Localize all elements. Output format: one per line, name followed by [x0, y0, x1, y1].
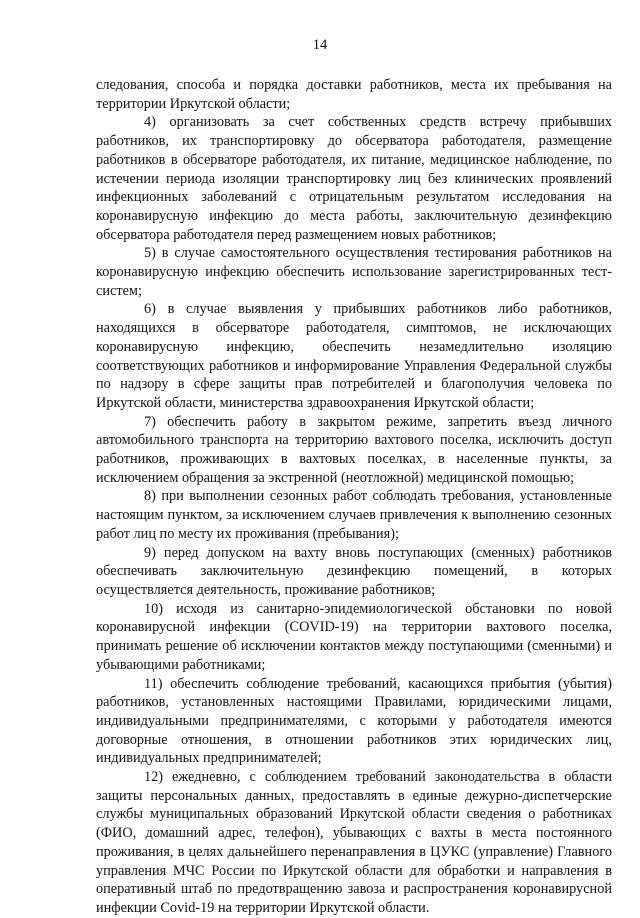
paragraph-continuation: следования, способа и порядка доставки работников, места их пребывания на территории Иркутской области; — [96, 77, 612, 112]
paragraph-item-5: 5) в случае самостоятельного осуществления тестирования работников на коронавирусную инфекцию обеспечить использование зарегистрированных тест-систем; — [96, 245, 612, 299]
paragraph-item-12: 12) ежедневно, с соблюдением требований законодательства в области защиты персональных данных, предоставлять в единые дежурно-диспетчерские службы муниципальных образований Иркутской области сведения о работниках (ФИО, домашний адрес, телефон), убывающих с вахты в места постоянного проживания, в целях дальнейшего перенаправления в ЦУКС (управление) Главного управления МЧС России по Иркутской области для обработки и направления в оперативный штаб по предотвращению завоза и распространения коронавирусной инфекции Covid-19 на территории Иркутской области. — [96, 769, 612, 916]
paragraph-item-6: 6) в случае выявления у прибывших работников либо работников, находящихся в обсерваторе работодателя, симптомов, не исключающих коронавирусную инфекцию, обеспечить незамедлительно изоляцию соответствующих работников и информирование Управления Федеральной службы по надзору в сфере защиты прав потребителей и благополучия человека по Иркутской области, министерства здравоохранения Иркутской области; — [96, 301, 612, 411]
page-number: 14 — [312, 37, 328, 53]
paragraph-item-11: 11) обеспечить соблюдение требований, касающихся прибытия (убытия) работников, установленных настоящими Правилами, юридическими лицами, индивидуальными предпринимателями, с которыми у работодателя имеются договорные отношения, в отношении работников этих юридических лиц, индивидуальных предпринимателей; — [96, 675, 612, 767]
document-body — [96, 76, 612, 918]
paragraph-item-9: 9) перед допуском на вахту вновь поступающих (сменных) работников обеспечивать заключительную дезинфекцию помещений, в которых осуществляется деятельность, проживание работников; — [96, 544, 612, 598]
paragraph-item-7: 7) обеспечить работу в закрытом режиме, запретить въезд личного автомобильного транспорта на территорию вахтового поселка, исключить доступ работников, проживающих в вахтовых поселках, в населенные пункты, за исключением обращения за экстренной (неотложной) медицинской помощью; — [96, 413, 612, 486]
paragraph-item-8: 8) при выполнении сезонных работ соблюдать требования, установленные настоящим пунктом, за исключением случаев привлечения к выполнению сезонных работ лиц по месту их проживания (пребывания); — [96, 488, 612, 542]
paragraph-item-4: 4) организовать за счет собственных средств встречу прибывших работников, их транспортировку до обсерватора работодателя, размещение работников в обсерваторе работодателя, их питание, медицинское наблюдение, по истечении периода изоляции транспортировку лиц без клинических проявлений инфекционных заболеваний с отрицательным результатом исследования на коронавирусную инфекцию до места работы, заключительную дезинфекцию обсерватора работодателя перед размещением новых работников; — [96, 114, 612, 243]
paragraph-item-10: 10) исходя из санитарно-эпидемиологической обстановки по новой коронавирусной инфекции (COVID-19) на территории вахтового поселка, принимать решение об исключении контактов между поступающими (сменными) и убывающими работниками; — [96, 600, 612, 673]
